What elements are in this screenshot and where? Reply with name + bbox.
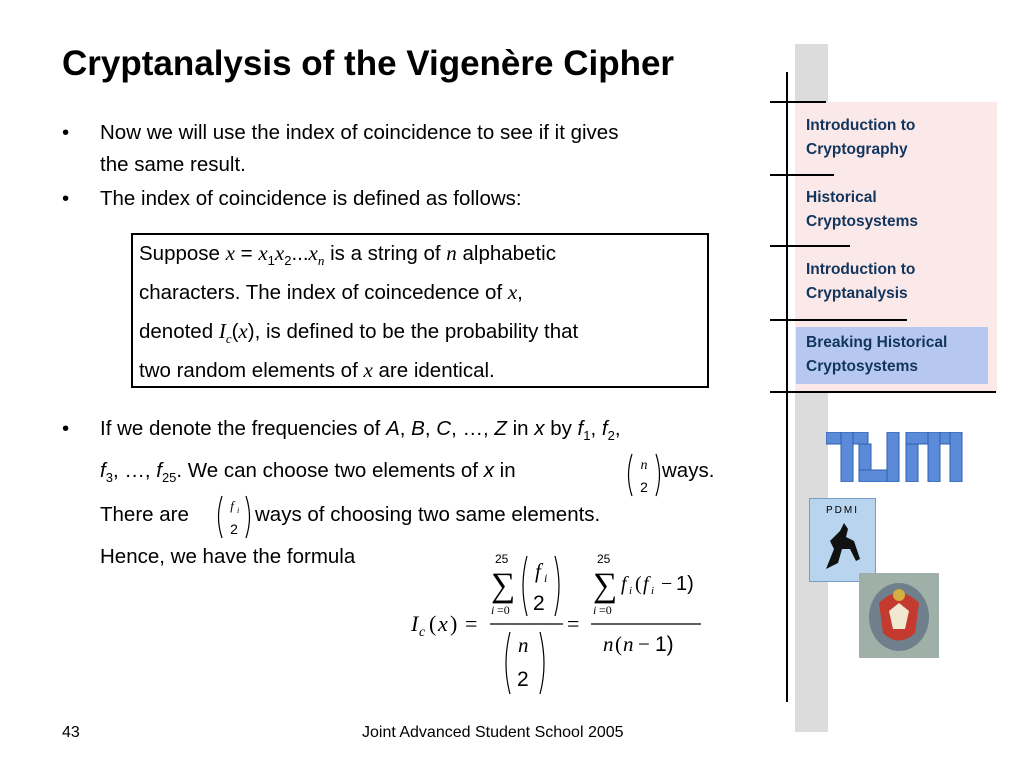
svg-text:=0: =0	[599, 603, 612, 617]
svg-text:I: I	[411, 611, 419, 636]
svg-text:i: i	[651, 585, 655, 597]
horseman-icon	[820, 519, 865, 574]
eagle-crest-icon	[859, 573, 939, 658]
svg-text:(: (	[615, 632, 622, 656]
binomial-fi-2	[214, 492, 254, 542]
bullet-mark: •	[62, 187, 70, 210]
nav-item-historical-cryptosystems[interactable]: Historical Cryptosystems	[806, 189, 918, 230]
pdmi-logo: PDMI	[809, 498, 876, 582]
nav-divider	[770, 245, 850, 247]
svg-text:1): 1)	[676, 573, 694, 595]
svg-text:n: n	[623, 632, 634, 656]
svg-text:i: i	[544, 571, 548, 585]
nav-item-intro-cryptanalysis[interactable]: Introduction to Cryptanalysis	[806, 261, 916, 302]
bullet-text: The index of coincidence is defined as follows:	[100, 187, 522, 210]
bullet-mark: •	[62, 121, 70, 144]
nav-item-intro-cryptography[interactable]: Introduction to Cryptography	[806, 117, 916, 158]
definition-line: characters. The index of coincedence of x,	[139, 280, 523, 304]
svg-text:f: f	[535, 559, 541, 583]
bullet-mark: •	[62, 417, 70, 440]
bullet-text: Hence, we have the formula	[100, 545, 356, 568]
page-number: 43	[62, 724, 80, 741]
svg-text:=: =	[465, 611, 478, 636]
svg-text:i: i	[593, 603, 597, 617]
svg-text:2: 2	[533, 592, 545, 615]
bullet-text: ways.	[662, 459, 715, 482]
svg-text:): )	[450, 611, 458, 636]
svg-text:=: =	[567, 611, 580, 636]
svg-text:25: 25	[495, 552, 509, 566]
svg-text:(: (	[429, 611, 437, 636]
svg-text:i: i	[237, 506, 240, 515]
binomial-n-2	[624, 450, 664, 500]
svg-text:n: n	[603, 632, 614, 656]
nav-divider	[770, 174, 834, 176]
svg-text:2: 2	[640, 479, 648, 495]
footer-text: Joint Advanced Student School 2005	[362, 724, 624, 741]
svg-text:c: c	[419, 625, 426, 640]
definition-line: two random elements of x are identical.	[139, 358, 495, 382]
svg-text:∑: ∑	[593, 567, 618, 604]
svg-text:2: 2	[230, 521, 238, 537]
nav-divider	[770, 101, 826, 103]
nav-divider	[770, 391, 996, 393]
definition-line: Suppose $x = x_1x_2...x_n$ is a string of n alphabetic	[139, 241, 556, 269]
svg-text:25: 25	[597, 552, 611, 566]
index-of-coincidence-formula	[405, 548, 705, 698]
bullet-text: ways of choosing two same elements.	[255, 503, 601, 526]
nav-item-breaking-historical[interactable]: Breaking Historical Cryptosystems	[806, 334, 948, 375]
nav-vertical-line	[786, 72, 788, 702]
definition-box	[131, 233, 709, 388]
svg-text:∑: ∑	[491, 567, 516, 604]
svg-text:f: f	[230, 498, 234, 513]
bullet-text: the same result.	[100, 153, 246, 176]
svg-text:i: i	[491, 603, 495, 617]
definition-line: denoted $I_c(x)$, is defined to be the probability that	[139, 319, 579, 347]
svg-text:2: 2	[517, 668, 529, 691]
svg-text:x: x	[438, 611, 448, 636]
bullet-text: There are	[100, 503, 189, 526]
svg-text:n: n	[640, 458, 648, 473]
svg-text:f: f	[643, 573, 649, 595]
svg-text:(: (	[635, 573, 642, 595]
bullet-text: Now we will use the index of coincidence to see if it gives	[100, 121, 619, 144]
bullet-text: If we denote the frequencies of A, B, C, …, Z in x by $f_1$, $f_2$,	[100, 417, 621, 444]
svg-text:−: −	[638, 632, 650, 656]
svg-text:=0: =0	[497, 603, 510, 617]
svg-text:−: −	[661, 573, 673, 595]
svg-text:n: n	[518, 633, 529, 657]
tum-logo	[826, 432, 964, 482]
svg-text:1): 1)	[655, 633, 674, 656]
coat-of-arms-image	[859, 573, 939, 658]
svg-text:f: f	[621, 573, 627, 595]
slide-title: Cryptanalysis of the Vigenère Cipher	[62, 44, 675, 83]
nav-divider	[770, 319, 907, 321]
svg-text:i: i	[629, 585, 633, 597]
